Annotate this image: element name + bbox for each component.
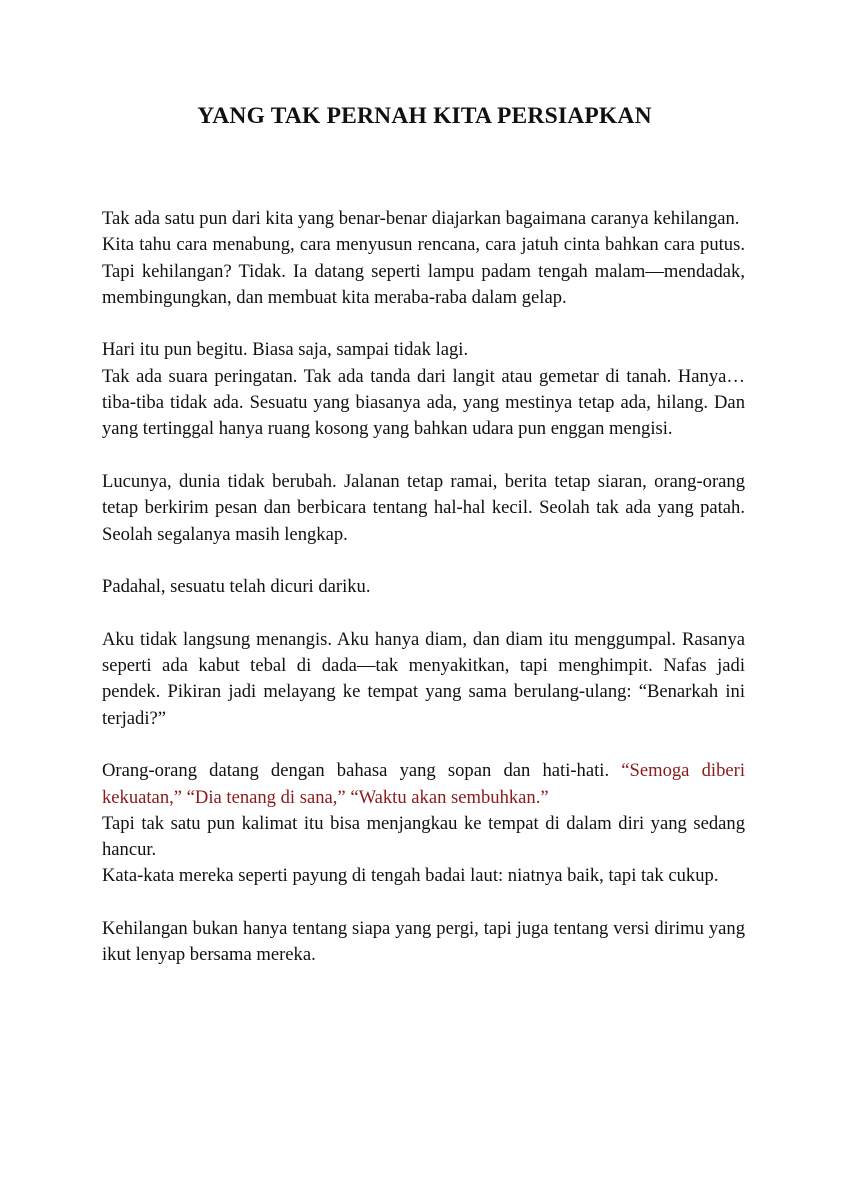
paragraph-line: Kita tahu cara menabung, cara menyusun rencana, cara jatuh cinta bahkan cara putus. Tapi kehilangan? Tidak. Ia datang seperti lampu padam tengah malam—mendadak, membingungkan, dan membuat kita meraba-raba dalam gelap. xyxy=(102,234,745,308)
paragraph-line: Hari itu pun begitu. Biasa saja, sampai tidak lagi. xyxy=(102,339,469,361)
paragraph-2 xyxy=(102,337,745,442)
paragraph-4 xyxy=(102,574,745,600)
document-title: YANG TAK PERNAH KITA PERSIAPKAN xyxy=(197,103,652,129)
paragraph-3 xyxy=(102,469,745,548)
paragraph-line: Tak ada suara peringatan. Tak ada tanda dari langit atau gemetar di tanah. Hanya… tiba-tiba tidak ada. Sesuatu yang biasanya ada, yang mestinya tetap ada, hilang. Dan yang tertinggal hanya ruang kosong yang bahkan udara pun enggan mengisi. xyxy=(102,365,745,440)
paragraph-6 xyxy=(102,758,745,889)
paragraph-line: Lucunya, dunia tidak berubah. Jalanan tetap ramai, berita tetap siaran, orang-orang tetap berkirim pesan dan berbicara tentang hal-hal kecil. Seolah tak ada yang patah. Seolah segalanya masih lengkap. xyxy=(102,470,745,545)
paragraph-5 xyxy=(102,627,745,732)
paragraph-line: Tapi tak satu pun kalimat itu bisa menjangkau ke tempat di dalam diri yang sedang hancur. xyxy=(102,812,745,861)
document-body xyxy=(102,206,745,995)
quoted-condolences: “Semoga diberi kekuatan,” “Dia tenang di sana,” “Waktu akan sembuhkan.” xyxy=(102,760,745,808)
paragraph-line: Kehilangan bukan hanya tentang siapa yang pergi, tapi juga tentang versi dirimu yang ikut lenyap bersama mereka. xyxy=(102,918,745,966)
paragraph-intro-text: Orang-orang datang dengan bahasa yang sopan dan hati-hati. xyxy=(102,760,622,782)
paragraph-7 xyxy=(102,916,745,969)
paragraph-line: Kata-kata mereka seperti payung di tengah badai laut: niatnya baik, tapi tak cukup. xyxy=(102,865,719,887)
paragraph-quote-line xyxy=(102,758,745,811)
paragraph-line: Aku tidak langsung menangis. Aku hanya diam, dan diam itu menggumpal. Rasanya seperti ada kabut tebal di dada—tak menyakitkan, tapi menghimpit. Nafas jadi pendek. Pikiran jadi melayang ke tempat yang sama berulang-ulang: “Benarkah ini terjadi?” xyxy=(102,628,745,729)
paragraph-line: Tak ada satu pun dari kita yang benar-benar diajarkan bagaimana caranya kehilangan. xyxy=(102,208,740,229)
paragraph-1 xyxy=(102,206,745,311)
paragraph-line: Padahal, sesuatu telah dicuri dariku. xyxy=(102,576,371,598)
